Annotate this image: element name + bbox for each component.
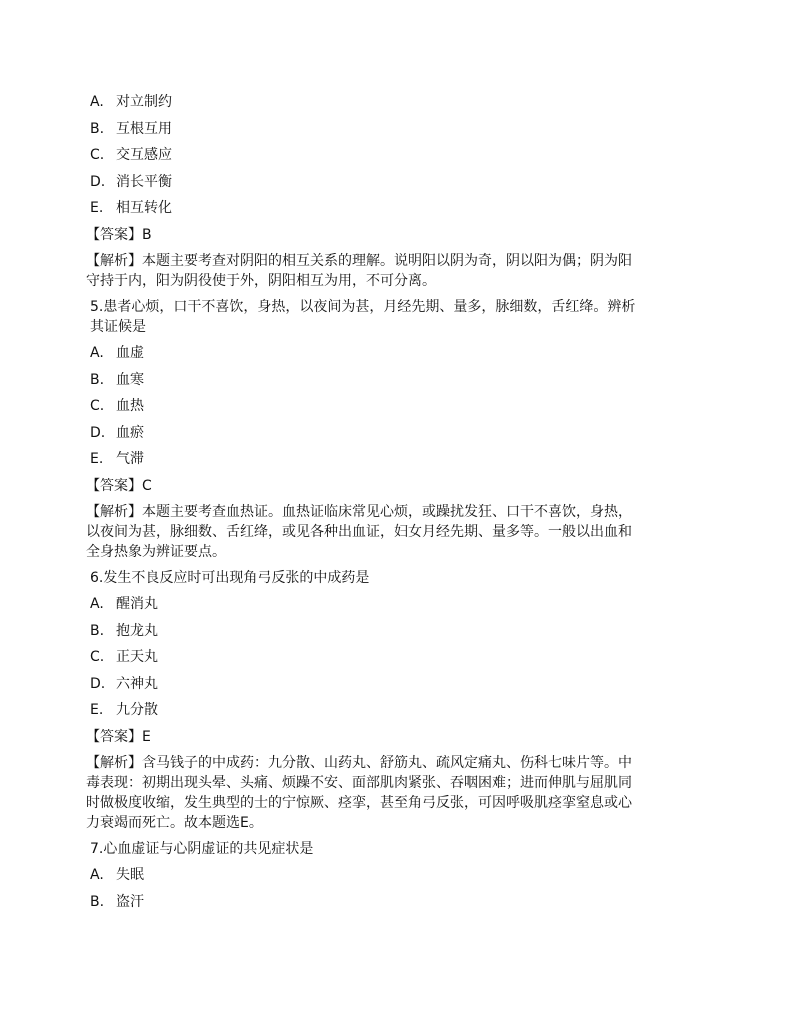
option-d: D. 消长平衡 <box>90 173 172 190</box>
option-e: E. 相互转化 <box>90 200 172 217</box>
answer: 【答案】B <box>86 226 152 243</box>
answer: 【答案】E <box>86 728 151 745</box>
option-a: A. 对立制约 <box>90 94 172 110</box>
option-d: D. 血瘀 <box>90 424 144 441</box>
option-c: C. 交互感应 <box>90 147 172 164</box>
option-c: C. 正天丸 <box>90 649 158 666</box>
question-6: 6.发生不良反应时可出现角弓反张的中成药是 <box>90 569 370 586</box>
option-b: B. 互根互用 <box>90 120 172 137</box>
question-5: 5.患者心烦，口干不喜饮，身热，以夜间为甚，月经先期、量多，脉细数，舌红绛。辨析 其证候是 <box>90 298 636 335</box>
question-5-options <box>90 343 710 469</box>
explanation: 【解析】本题主要考查对阴阳的相互关系的理解。说明阳以阴为奇，阴以阳为偶；阴为阳 守持于内，阳为阴役使于外，阴阳相互为用，不可分离。 <box>86 252 632 289</box>
option-b: B. 盗汗 <box>90 893 144 910</box>
option-a: A. 血虚 <box>90 344 144 361</box>
option-a: A. 醒消丸 <box>90 595 158 612</box>
option-e: E. 九分散 <box>90 702 158 719</box>
option-b: B. 抱龙丸 <box>90 622 158 639</box>
option-e: E. 气滞 <box>90 451 144 468</box>
option-c: C. 血热 <box>90 398 144 415</box>
explanation: 【解析】本题主要考查血热证。血热证临床常见心烦，或躁扰发狂、口干不喜饮，身热， 以夜间为甚，脉细数、舌红绛，或见各种出血证，妇女月经先期、量多等。一般以出血和 全身热象为辨证要点。 <box>86 503 632 560</box>
question-6-options <box>90 594 710 720</box>
document-page <box>86 92 710 918</box>
explanation: 【解析】含马钱子的中成药：九分散、山药丸、舒筋丸、疏风定痛丸、伤科七味片等。中 毒表现：初期出现头晕、头痛、烦躁不安、面部肌肉紧张、吞咽困难；进而伸肌与屈肌同 时做极度收缩，发生典型的士的宁惊厥、痉挛，甚至角弓反张，可因呼吸肌痉挛窒息或心 力衰竭而死亡。故本题选E。 <box>86 754 632 831</box>
answer: 【答案】C <box>86 477 152 494</box>
question-7: 7.心血虚证与心阴虚证的共见症状是 <box>90 840 314 857</box>
question-4-options <box>90 92 710 218</box>
option-d: D. 六神丸 <box>90 675 158 692</box>
option-a: A. 失眠 <box>90 866 144 883</box>
option-b: B. 血寒 <box>90 371 144 388</box>
question-7-options <box>90 865 710 912</box>
